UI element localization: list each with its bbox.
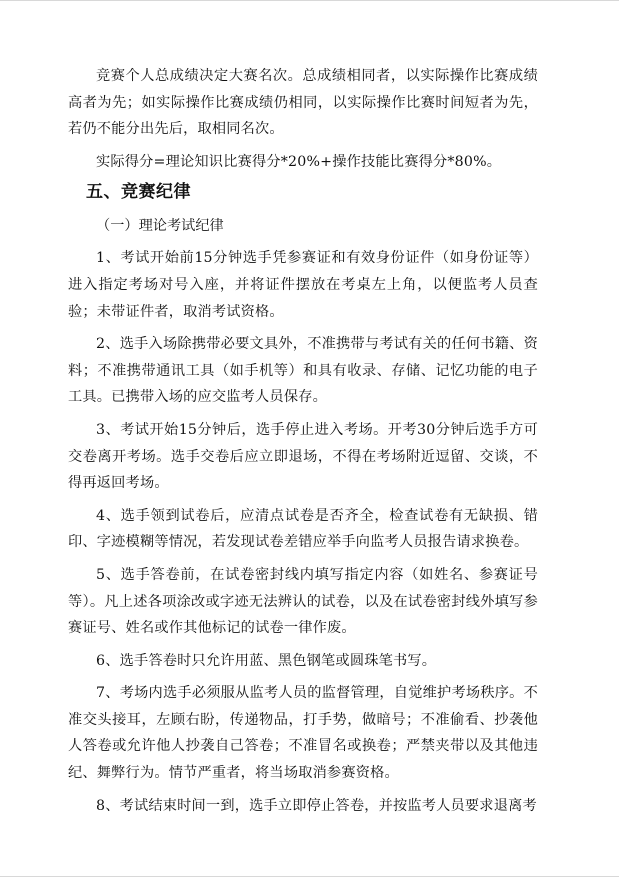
rule-paragraph-7: 7、考场内选手必须服从监考人员的监督管理，自觉维护考场秩序。不准交头接耳，左顾右盼，传递物品，打手势，做暗号；不准偷看、抄袭他人答卷或允许他人抄袭自己答卷；不准冒名或换卷；严禁夹带以及其他违纪、舞弊行为。情节严重者，将当场取消参赛资格。 (68, 685, 538, 782)
rule-paragraph-8: 8、考试结束时间一到，选手立即停止答卷，并按监考人员要求退离考 (96, 797, 537, 814)
score-formula-paragraph: 实际得分=理论知识比赛得分*20%+操作技能比赛得分*80%。 (96, 153, 502, 170)
rule-paragraph-2: 2、选手入场除携带必要文具外，不准携带与考试有关的任何书籍、资料；不准携带通讯工具（如手机等）和具有收录、存储、记忆功能的电子工具。已携带入场的应交监考人员保存。 (68, 336, 538, 406)
document-body (68, 63, 538, 825)
rule-paragraph-4: 4、选手领到试卷后，应清点试卷是否齐全，检查试卷有无缺损、错印、字迹模糊等情况，若发现试卷差错应举手向监考人员报告请求换卷。 (68, 507, 538, 551)
rule-paragraph-6: 6、选手答卷时只允许用蓝、黑色钢笔或圆珠笔书写。 (96, 652, 437, 669)
page-top-edge (0, 0, 619, 1)
rule-paragraph-5: 5、选手答卷前，在试卷密封线内填写指定内容（如姓名、参赛证号等）。凡上述各项涂改或字迹无法辨认的试卷，以及在试卷密封线外填写参赛证号、姓名或作其他标记的试卷一律作废。 (68, 566, 538, 637)
section-heading: 五、竞赛纪律 (86, 182, 191, 203)
subsection-heading: （一）理论考试纪律 (96, 218, 224, 235)
rule-paragraph-1: 1、考试开始前15分钟选手凭参赛证和有效身份证件（如身份证等）进入指定考场对号入座，并将证件摆放在考桌左上角，以便监考人员查验；未带证件者，取消考试资格。 (68, 250, 538, 320)
rule-paragraph-3: 3、考试开始15分钟后，选手停止进入考场。开考30分钟后选手方可交卷离开考场。选手交卷后应立即退场，不得在考场附近逗留、交谈，不得再返回考场。 (68, 421, 538, 492)
ranking-paragraph: 竞赛个人总成绩决定大赛名次。总成绩相同者，以实际操作比赛成绩高者为先；如实际操作比赛成绩仍相同，以实际操作比赛时间短者为先，若仍不能分出先后，取相同名次。 (68, 68, 538, 138)
